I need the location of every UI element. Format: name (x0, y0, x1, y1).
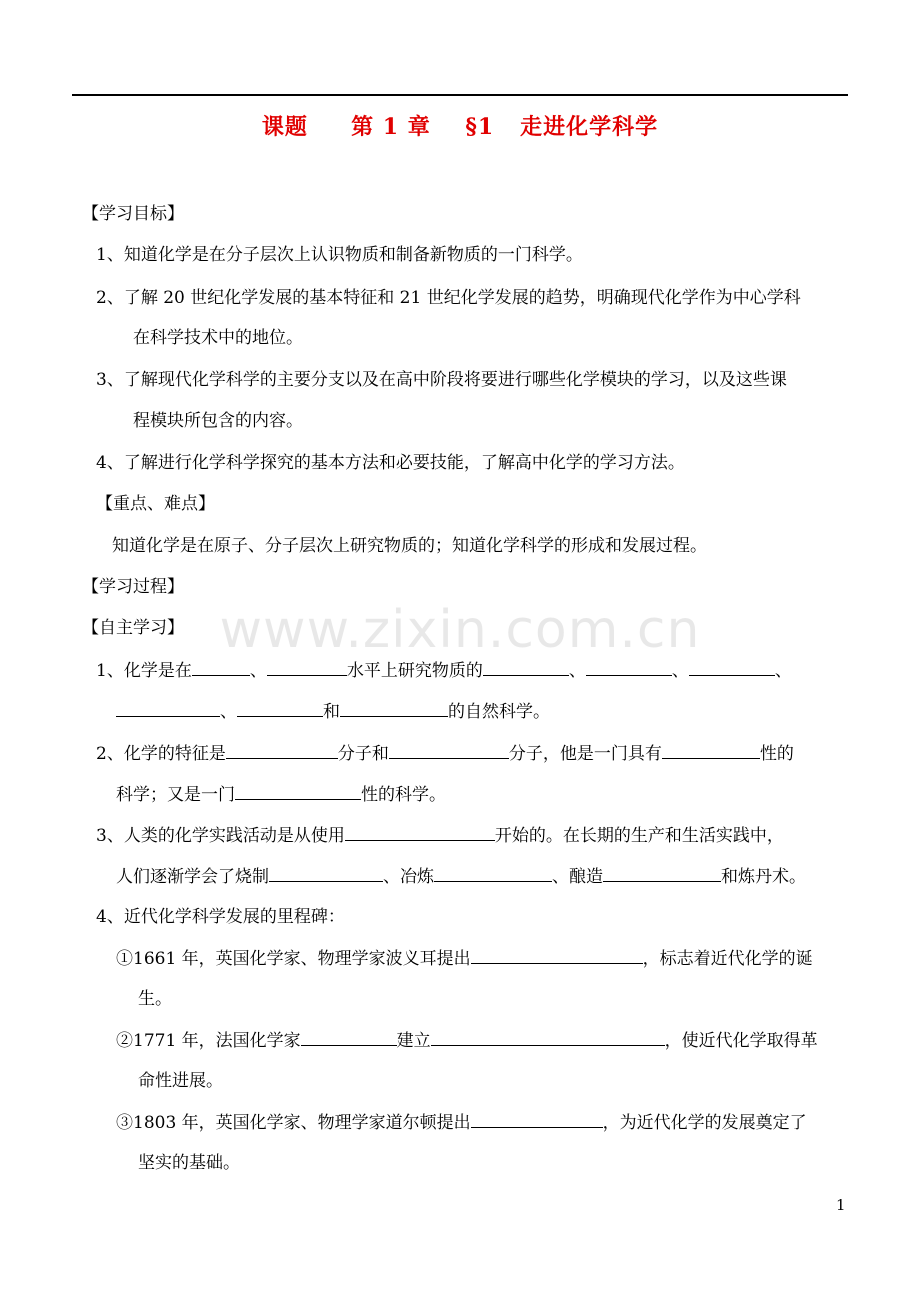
answer-blank[interactable] (471, 1111, 603, 1128)
question-3-line-1: 3、人类的化学实践活动是从使用 开始的。在长期的生产和生活实践中， (96, 826, 784, 846)
milestone-2-line-2: 命性进展。 (138, 1071, 223, 1091)
question-1-line-2: 、 和 的自然科学。 (116, 700, 550, 723)
keypoints-text: 知道化学是在原子、分子层次上研究物质的；知道化学科学的形成和发展过程。 (112, 536, 707, 556)
answer-blank[interactable] (116, 700, 220, 717)
answer-blank[interactable] (237, 700, 323, 717)
answer-blank[interactable] (662, 742, 760, 759)
process-heading: 【学习过程】 (82, 577, 184, 597)
answer-blank[interactable] (301, 1029, 397, 1046)
question-2-line-1: 2、化学的特征是 分子和 分子，他是一门具有 性的 (96, 744, 794, 764)
milestone-2-line-1: ②1771 年，法国化学家 建立 ，使近代化学取得革 (116, 1031, 818, 1051)
answer-blank[interactable] (235, 783, 361, 800)
watermark: www.zixin.com.cn (219, 600, 701, 660)
question-3-line-2: 人们逐渐学会了烧制 、冶炼 、酿造 和炼丹术。 (116, 867, 806, 887)
answer-blank[interactable] (431, 1029, 665, 1046)
objective-item-1: 1、知道化学是在分子层次上认识物质和制备新物质的一门科学。 (96, 245, 583, 265)
top-rule (72, 94, 848, 96)
answer-blank[interactable] (389, 742, 509, 759)
answer-blank[interactable] (434, 865, 552, 882)
milestone-3-line-1: ③1803 年，英国化学家、物理学家道尔顿提出 ，为近代化学的发展奠定了 (116, 1113, 807, 1133)
question-2-line-2: 科学；又是一门 性的科学。 (116, 785, 446, 805)
milestone-1-line-1: ①1661 年，英国化学家、物理学家波义耳提出 ，标志着近代化学的诞 (116, 949, 813, 969)
objective-item-2-cont: 在科学技术中的地位。 (133, 328, 303, 348)
question-4: 4、近代化学科学发展的里程碑： (96, 907, 345, 927)
milestone-1-line-2: 生。 (138, 989, 172, 1009)
answer-blank[interactable] (483, 659, 569, 676)
keypoints-heading: 【重点、难点】 (96, 494, 215, 514)
objectives-heading: 【学习目标】 (82, 204, 184, 224)
objective-item-3: 3、了解现代化学科学的主要分支以及在高中阶段将要进行哪些化学模块的学习，以及这些课 (96, 370, 787, 390)
answer-blank[interactable] (267, 659, 347, 676)
page-title: 课题 第 1 章 §1 走进化学科学 (261, 114, 659, 140)
answer-blank[interactable] (471, 947, 643, 964)
answer-blank[interactable] (689, 659, 775, 676)
page-number: 1 (836, 1196, 846, 1214)
answer-blank[interactable] (603, 865, 721, 882)
answer-blank[interactable] (345, 824, 495, 841)
answer-blank[interactable] (226, 742, 338, 759)
objective-item-3-cont: 程模块所包含的内容。 (133, 411, 303, 431)
milestone-3-line-2: 坚实的基础。 (138, 1153, 240, 1173)
answer-blank[interactable] (586, 659, 672, 676)
answer-blank[interactable] (192, 659, 250, 676)
self-study-heading: 【自主学习】 (82, 618, 184, 638)
answer-blank[interactable] (269, 865, 383, 882)
objective-item-2: 2、了解 20 世纪化学发展的基本特征和 21 世纪化学发展的趋势，明确现代化学作为中心学科 (96, 288, 801, 308)
objective-item-4: 4、了解进行化学科学探究的基本方法和必要技能，了解高中化学的学习方法。 (96, 453, 685, 473)
question-1-line-1: 1、化学是在 、 水平上研究物质的 、 、 、 (96, 661, 792, 681)
answer-blank[interactable] (340, 700, 448, 717)
